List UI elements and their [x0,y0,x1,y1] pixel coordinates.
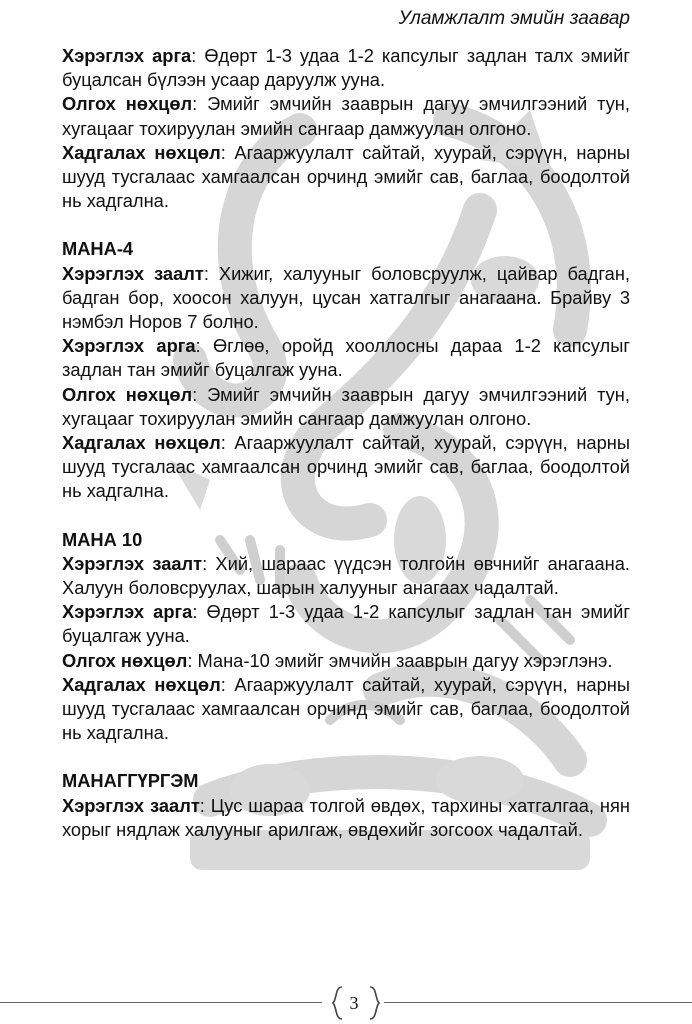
term-text: : Хий, шараас үүдсэн толгойн өвчнийг анагаана. Халуун боловсруулах, шарын халууныг анагаах чадалтай. [62,552,630,599]
term-label: Хэрэглэх арга [62,45,192,66]
paragraph-storage-conditions [62,673,630,746]
paragraph-storage-conditions [62,141,630,214]
term-text: : Цус шараа толгой өвдөх, тархины хатгалгаа, нян хорыг нядлаж халууныг арилгаж, өвдөхийг зогсоох чадалтай. [62,794,631,840]
paragraph-usage-method [62,334,630,382]
section-mana-10 [62,528,630,746]
paragraph-dispensing-conditions [62,649,630,673]
paragraph-usage-method [62,600,630,648]
term-label: Хэрэглэх арга [62,335,196,357]
term-label: Хадгалах нөхцөл [62,432,221,454]
term-label: Олгох нөхцөл [62,93,193,115]
running-header: Уламжлалт эмийн заавар [398,8,630,29]
paragraph-usage-method [62,44,630,92]
section-heading: МАНАГГҮРГЭМ [62,770,199,792]
paragraph-dispensing-conditions [62,383,630,431]
section-heading: МАНА 10 [62,528,143,550]
term-label: Олгох нөхцөл [62,649,188,671]
term-label: Хэрэглэх арга [62,601,193,623]
paragraph-dispensing-conditions [62,92,630,140]
section-managgurgem [62,769,630,842]
paragraph-indications [62,794,630,842]
page-footer [0,985,692,1021]
term-text: : Хижиг, халууныг боловсруулж, цайвар бадган, бадган бор, хоосон халуун, цусан хатгалгыг анагаана. Брайву 3 нэмбэл Норов 7 болно. [62,262,630,333]
page-number: 3 [349,993,359,1013]
term-text: : Эмийг эмчийн зааврын дагуу эмчилгээний тун, хугацааг тохируулан эмийн сангаар дамжуулан олгоно. [62,93,630,139]
term-text: : Өдөрт 1-3 удаа 1-2 капсулыг задлан тан эмийг буцалгаж ууна. [62,601,630,647]
right-brace-icon [368,985,382,1021]
document-body [62,44,630,842]
footer-rule-right [384,1002,692,1003]
footer-rule-left [0,1002,322,1003]
term-text: : Агааржуулалт сайтай, хуурай, сэрүүн, нарны шууд тусгалаас хамгаалсан орчинд эмийг сав, баглаа, боодолтой нь хадгална. [62,673,631,744]
paragraph-storage-conditions [62,431,630,504]
term-label: Хадгалах нөхцөл [62,141,221,163]
term-text: : Өдөрт 1-3 удаа 1-2 капсулыг задлан талх эмийг буцалсан бүлээн усаар даруулж ууна. [62,45,630,91]
term-text: : Эмийг эмчийн зааврын дагуу эмчилгээний тун, хугацааг тохируулан эмийн сангаар дамжуулан олгоно. [62,383,630,429]
term-label: Олгох нөхцөл [62,383,193,405]
term-label: Хэрэглэх заалт [62,794,200,816]
term-text: : Мана-10 эмийг эмчийн зааврын дагуу хэрэглэнэ. [187,649,613,671]
term-label: Хадгалах нөхцөл [62,673,221,695]
term-text: : Агааржуулалт сайтай, хуурай, сэрүүн, нарны шууд тусгалаас хамгаалсан орчинд эмийг сав, баглаа, боодолтой нь хадгална. [62,432,631,502]
term-label: Хэрэглэх заалт [62,552,203,574]
section-mana-4 [62,237,630,503]
term-text: : Өглөө, оройд хооллосны дараа 1-2 капсулыг задлан тан эмийг буцалгаж ууна. [62,335,630,381]
term-label: Хэрэглэх заалт [62,262,204,284]
paragraph-indications [62,552,630,600]
intro-section [62,44,630,213]
term-text: : Агааржуулалт сайтай, хуурай, сэрүүн, нарны шууд тусгалаас хамгаалсан орчинд эмийг сав, баглаа, боодолтой нь хадгална. [62,141,631,212]
section-heading: МАНА-4 [62,238,134,260]
paragraph-indications [62,262,630,335]
